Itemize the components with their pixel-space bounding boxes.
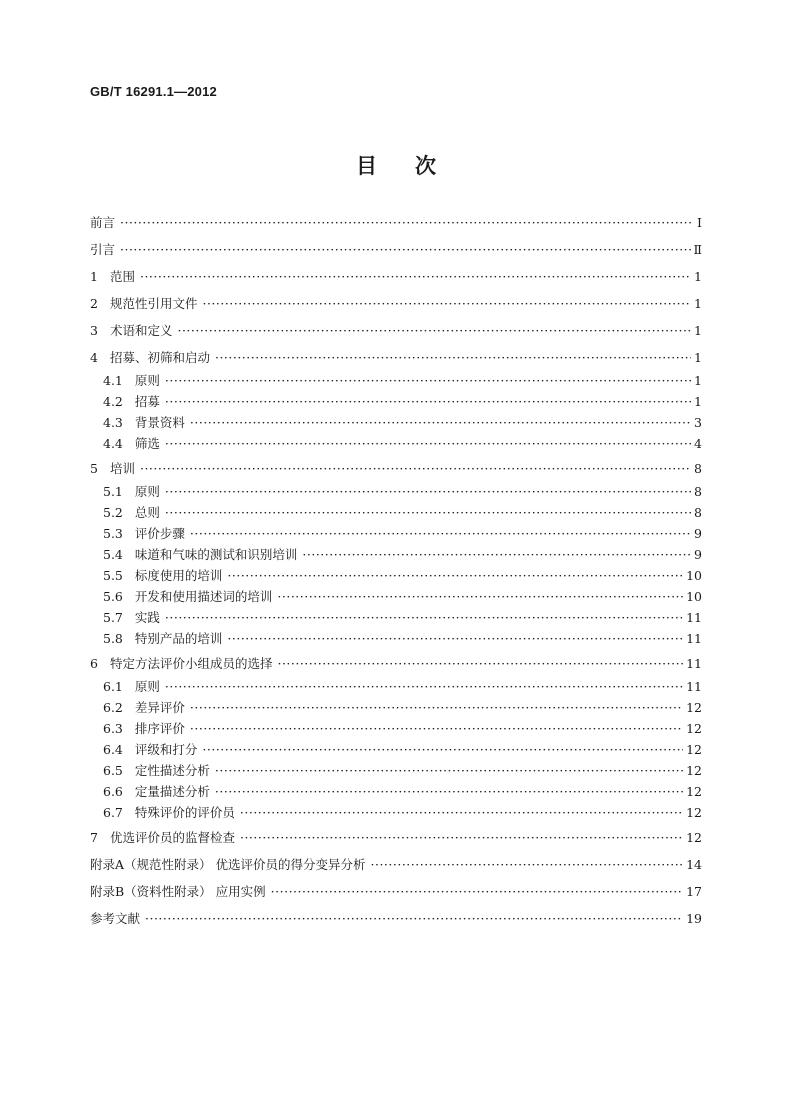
toc-entry-label: 招募、初筛和启动: [109, 350, 210, 365]
toc-entry-page: 8: [694, 461, 702, 476]
toc-entry-page: 11: [686, 610, 702, 625]
toc-entry-page: 17: [686, 884, 702, 899]
toc-entry-number: 5: [90, 461, 98, 476]
dot-leader: [371, 852, 684, 877]
toc-entry-label: 培训: [109, 461, 135, 476]
toc-entry-page: 8: [694, 505, 702, 520]
toc-entry-page: 1: [694, 323, 702, 338]
toc-entry-page: 12: [686, 721, 702, 736]
toc-entry-label: 原则: [134, 484, 160, 499]
toc-entry-page: 12: [686, 742, 702, 757]
toc-entry-page: 1: [694, 350, 702, 365]
dot-leader: [165, 676, 683, 697]
toc-entry: [90, 523, 702, 544]
toc-entry-label: 优选评价员的监督检查: [109, 830, 235, 845]
toc-entry-label: 定量描述分析: [134, 784, 210, 799]
toc-entry-number: 2: [90, 296, 98, 311]
toc-entry: [90, 676, 702, 697]
toc-entry: [90, 879, 702, 904]
toc-entry-number: 4: [90, 350, 98, 365]
toc-entry-page: 10: [686, 568, 702, 583]
toc-entry-number: 5.3: [103, 526, 123, 541]
toc-entry: [90, 237, 702, 262]
standard-code: GB/T 16291.1—2012: [90, 84, 217, 99]
toc-entry-label: 评价步骤: [134, 526, 185, 541]
toc-entry-page: 14: [686, 857, 702, 872]
toc-entry: [90, 906, 702, 931]
toc-entry: [90, 651, 702, 676]
dot-leader: [202, 291, 691, 316]
toc-entry: [90, 433, 702, 454]
toc-entry: [90, 586, 702, 607]
dot-leader: [190, 412, 691, 433]
toc-entry-label: 附录A（规范性附录） 优选评价员的得分变异分析: [90, 857, 366, 872]
toc-entry: [90, 565, 702, 586]
dot-leader: [277, 586, 683, 607]
toc-entry-label: 前言: [90, 215, 116, 230]
toc-entry-number: 4.3: [103, 415, 123, 430]
toc-entry: [90, 370, 702, 391]
dot-leader: [145, 906, 683, 931]
toc-entry-page: 10: [686, 589, 702, 604]
table-of-contents: [90, 210, 702, 931]
toc-entry-number: 6: [90, 656, 98, 671]
toc-entry-number: 5.4: [103, 547, 123, 562]
toc-entry-label: 开发和使用描述词的培训: [134, 589, 273, 604]
toc-entry-number: 1: [90, 269, 98, 284]
dot-leader: [240, 825, 683, 850]
dot-leader: [177, 318, 691, 343]
toc-entry: [90, 291, 702, 316]
toc-entry-number: 6.3: [103, 721, 123, 736]
toc-entry: [90, 391, 702, 412]
toc-entry-page: 4: [694, 436, 702, 451]
dot-leader: [227, 565, 683, 586]
toc-entry-page: 12: [686, 830, 702, 845]
toc-entry-label: 术语和定义: [109, 323, 173, 338]
toc-entry-label: 原则: [134, 679, 160, 694]
toc-entry: [90, 345, 702, 370]
toc-entry-page: 11: [686, 679, 702, 694]
toc-entry-label: 背景资料: [134, 415, 185, 430]
dot-leader: [215, 781, 683, 802]
dot-leader: [240, 802, 683, 823]
toc-entry-page: 12: [686, 700, 702, 715]
toc-entry: [90, 760, 702, 781]
toc-entry: [90, 502, 702, 523]
toc-entry-page: 9: [694, 547, 702, 562]
dot-leader: [215, 345, 691, 370]
dot-leader: [165, 607, 683, 628]
toc-entry-label: 排序评价: [134, 721, 185, 736]
toc-entry-label: 特殊评价的评价员: [134, 805, 235, 820]
toc-entry-page: 12: [686, 763, 702, 778]
toc-title: 目次: [356, 154, 474, 178]
toc-entry-number: 6.1: [103, 679, 123, 694]
toc-entry-label: 标度使用的培训: [134, 568, 223, 583]
dot-leader: [120, 210, 691, 235]
toc-entry-page: 12: [686, 784, 702, 799]
toc-entry-label: 规范性引用文件: [109, 296, 198, 311]
toc-entry-number: 6.4: [103, 742, 123, 757]
dot-leader: [202, 739, 683, 760]
dot-leader: [190, 718, 683, 739]
toc-entry-number: 4.2: [103, 394, 123, 409]
toc-entry-page: 11: [686, 631, 702, 646]
dot-leader: [277, 651, 683, 676]
toc-entry-number: 5.8: [103, 631, 123, 646]
toc-entry-label: 参考文献: [90, 911, 141, 926]
toc-entry-label: 筛选: [134, 436, 160, 451]
toc-entry-number: 6.6: [103, 784, 123, 799]
toc-entry-number: 5.5: [103, 568, 123, 583]
toc-entry-number: 5.1: [103, 484, 123, 499]
toc-entry-page: Ⅱ: [693, 242, 702, 257]
toc-entry-page: 11: [686, 656, 702, 671]
toc-entry-label: 特别产品的培训: [134, 631, 223, 646]
toc-entry-page: 1: [694, 269, 702, 284]
toc-entry-label: 附录B（资料性附录） 应用实例: [90, 884, 266, 899]
toc-entry: [90, 481, 702, 502]
toc-entry-page: 8: [694, 484, 702, 499]
toc-entry-label: 招募: [134, 394, 160, 409]
toc-entry: [90, 825, 702, 850]
toc-entry-label: 定性描述分析: [134, 763, 210, 778]
toc-entry-number: 6.2: [103, 700, 123, 715]
toc-entry: [90, 318, 702, 343]
toc-entry-number: 7: [90, 830, 98, 845]
dot-leader: [165, 433, 691, 454]
dot-leader: [227, 628, 683, 649]
toc-entry: [90, 456, 702, 481]
dot-leader: [302, 544, 691, 565]
toc-entry-label: 特定方法评价小组成员的选择: [109, 656, 273, 671]
toc-entry-number: 5.2: [103, 505, 123, 520]
toc-entry-label: 味道和气味的测试和识别培训: [134, 547, 298, 562]
toc-entry-number: 6.5: [103, 763, 123, 778]
toc-entry-page: 1: [694, 394, 702, 409]
toc-entry-page: 9: [694, 526, 702, 541]
toc-entry-label: 实践: [134, 610, 160, 625]
toc-entry: [90, 412, 702, 433]
toc-entry-page: 19: [686, 911, 702, 926]
toc-entry: [90, 739, 702, 760]
toc-entry-page: 3: [694, 415, 702, 430]
toc-entry-number: 6.7: [103, 805, 123, 820]
toc-entry: [90, 802, 702, 823]
toc-entry-number: 3: [90, 323, 98, 338]
toc-entry-label: 范围: [109, 269, 135, 284]
toc-entry-page: 1: [694, 373, 702, 388]
dot-leader: [190, 523, 691, 544]
toc-entry-label: 引言: [90, 242, 116, 257]
toc-entry-number: 4.4: [103, 436, 123, 451]
dot-leader: [165, 481, 691, 502]
dot-leader: [271, 879, 683, 904]
toc-entry-page: 12: [686, 805, 702, 820]
toc-entry-number: 5.7: [103, 610, 123, 625]
dot-leader: [190, 697, 683, 718]
dot-leader: [165, 391, 691, 412]
toc-entry-number: 4.1: [103, 373, 123, 388]
toc-entry: [90, 781, 702, 802]
toc-entry: [90, 718, 702, 739]
toc-entry-number: 5.6: [103, 589, 123, 604]
toc-entry: [90, 852, 702, 877]
toc-entry-page: Ⅰ: [697, 215, 702, 230]
toc-entry-label: 总则: [134, 505, 160, 520]
toc-entry-label: 差异评价: [134, 700, 185, 715]
toc-entry: [90, 697, 702, 718]
toc-entry: [90, 628, 702, 649]
dot-leader: [120, 237, 690, 262]
toc-entry-label: 评级和打分: [134, 742, 198, 757]
dot-leader: [165, 370, 691, 391]
toc-entry-label: 原则: [134, 373, 160, 388]
dot-leader: [140, 456, 691, 481]
toc-entry: [90, 544, 702, 565]
dot-leader: [215, 760, 683, 781]
toc-entry-page: 1: [694, 296, 702, 311]
toc-entry: [90, 210, 702, 235]
dot-leader: [165, 502, 691, 523]
toc-entry: [90, 607, 702, 628]
dot-leader: [140, 264, 691, 289]
toc-entry: [90, 264, 702, 289]
